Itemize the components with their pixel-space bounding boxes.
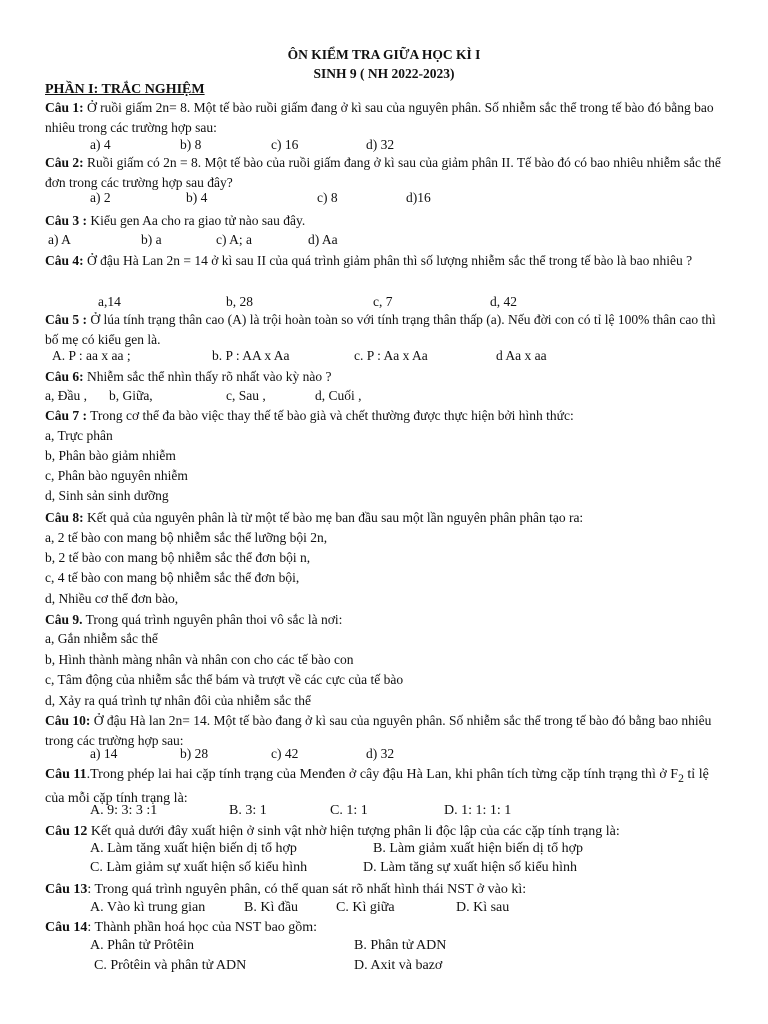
question-number: Câu 9. (45, 612, 83, 627)
option-a: a) 14 (90, 746, 118, 761)
option-d: d, Sinh sản sinh dưỡng (45, 488, 169, 503)
option-b: b) 4 (186, 190, 208, 205)
option-d: d) Aa (308, 232, 338, 247)
option-d: d, Xảy ra quá trình tự nhân đôi của nhiễm sắc thể (45, 693, 311, 708)
question-7 (45, 406, 725, 426)
option-d: D. Kì sau (456, 900, 510, 915)
option-d: d)16 (406, 190, 431, 205)
option-d: d, Nhiều cơ thể đơn bào, (45, 591, 179, 606)
question-text: : Thành phần hoá học của NST bao gồm: (87, 920, 318, 935)
question-number: Câu 7 : (45, 408, 88, 423)
question-number: Câu 1: (45, 100, 84, 115)
option-c: c, Sau , (226, 388, 266, 403)
option-d: d) 32 (366, 137, 395, 152)
option-a: A. Phân tử Prôtêin (90, 938, 195, 953)
option-c: C. 1: 1 (330, 803, 368, 818)
option-d: d, Cuối , (315, 388, 362, 403)
option-c: c. P : Aa x Aa (354, 348, 428, 363)
question-text: .Trong phép lai hai cặp tính trạng của Menđen ở cây đậu Hà Lan, khi phân tích từng cặp tính trạng thì ở F (86, 767, 679, 782)
option-b: b) 28 (180, 746, 209, 761)
question-13 (45, 880, 725, 900)
option-d: D. Axit và bazơ (354, 958, 443, 973)
subscript: 2 (678, 771, 684, 785)
question-text: Ở đậu Hà lan 2n= 14. Một tế bào đang ở kì sau của nguyên phân. Số nhiễm sắc thể trong tế bào đó bằng bao nhiêu trong các trường hợp sau: (45, 713, 712, 748)
question-text-after: tỉ lệ của mỗi cặp tính trạng là: (45, 767, 709, 806)
option-c: c) 16 (271, 137, 299, 152)
option-b: B. Làm giảm xuất hiện biến dị tổ hợp (373, 841, 583, 856)
option-b: B. Kì đầu (244, 900, 299, 915)
question-number: Câu 8: (45, 510, 84, 525)
question-9 (45, 610, 725, 630)
question-10 (45, 711, 725, 751)
question-text: Ở ruồi giấm 2n= 8. Một tế bào ruồi giấm đang ở kì sau của nguyên phân. Số nhiễm sắc thể trong tế bào đó bằng bao nhiêu trong các trường hợp sau: (45, 100, 714, 135)
question-6 (45, 367, 725, 387)
option-c: c, Phân bào nguyên nhiễm (45, 468, 188, 483)
option-c: c) A; a (216, 232, 252, 247)
option-a: a, Trực phân (45, 428, 113, 443)
option-b: B. Phân tử ADN (354, 938, 447, 953)
question-12 (45, 822, 725, 842)
question-number: Câu 4: (45, 253, 84, 268)
question-text: Ở lúa tính trạng thân cao (A) là trội hoàn toàn so với tính trạng thân thấp (a). Nếu đời con có tỉ lệ 100% thân cao thì bố mẹ có kiểu gen là. (45, 312, 716, 347)
option-c: c) 8 (317, 190, 338, 205)
option-a: A. P : aa x aa ; (52, 348, 131, 363)
option-a: a, Đầu , (45, 388, 87, 403)
question-text: Ruồi giấm có 2n = 8. Một tế bào của ruồi giấm đang ở kì sau của giảm phân II. Tế bào đó có bao nhiêu nhiễm sắc thể đơn trong các trường hợp sau đây? (45, 155, 721, 190)
question-text: Trong quá trình nguyên phân thoi vô sắc là nơi: (82, 612, 343, 627)
option-a: a, Gắn nhiễm sắc thể (45, 631, 158, 646)
question-number: Câu 11 (45, 767, 87, 782)
option-c: c) 42 (271, 746, 299, 761)
question-number: Câu 14 (45, 920, 88, 935)
option-c: c, 7 (373, 294, 393, 309)
option-b: B. 3: 1 (229, 803, 267, 818)
option-b: b, Phân bào giảm nhiễm (45, 448, 176, 463)
question-number: Câu 5 : (45, 312, 88, 327)
question-4 (45, 251, 725, 271)
option-d: D. 1: 1: 1: 1 (444, 803, 512, 818)
option-a: A. Làm tăng xuất hiện biến dị tổ hợp (90, 841, 297, 856)
option-d: d) 32 (366, 746, 395, 761)
question-14 (45, 918, 725, 938)
option-a: a, 2 tế bào con mang bộ nhiễm sắc thể lưỡng bội 2n, (45, 530, 328, 545)
option-c: C. Prôtêin và phân tử ADN (94, 958, 247, 973)
option-c: c, 4 tế bào con mang bộ nhiễm sắc thể đơn bội, (45, 570, 300, 585)
question-text: Kiểu gen Aa cho ra giao tử nào sau đây. (87, 213, 306, 228)
option-d: d Aa x aa (496, 348, 547, 363)
option-a: a) 4 (90, 137, 111, 152)
question-text: : Trong quá trình nguyên phân, có thể quan sát rõ nhất hình thái NST ở vào kì: (87, 882, 527, 897)
option-b: b, Giữa, (109, 388, 153, 403)
question-2 (45, 153, 725, 193)
option-a: A. 9: 3: 3 :1 (90, 803, 158, 818)
section-heading: PHẦN I: TRẮC NGHIỆM (45, 82, 205, 97)
option-b: b, 2 tế bào con mang bộ nhiễm sắc thể đơn bội n, (45, 550, 311, 565)
option-c: c, Tâm động của nhiễm sắc thể bám và trượt về các cực của tế bào (45, 672, 404, 687)
question-text: Ở đậu Hà Lan 2n = 14 ở kì sau II của quá trình giảm phân thì số lượng nhiễm sắc thể trong tế bào là bao nhiêu ? (83, 253, 693, 268)
option-a: A. Vào kì trung gian (90, 900, 206, 915)
question-number: Câu 12 (45, 824, 88, 839)
question-number: Câu 10: (45, 713, 91, 728)
option-a: a,14 (98, 294, 121, 309)
question-number: Câu 3 : (45, 213, 88, 228)
question-8 (45, 508, 725, 528)
option-c: C. Làm giảm sự xuất hiện số kiểu hình (90, 860, 308, 875)
question-5 (45, 310, 725, 350)
question-text: Kết quả dưới đây xuất hiện ở sinh vật nhờ hiện tượng phân li độc lập của các cặp tính trạng là: (87, 824, 620, 839)
document-subtitle: SINH 9 ( NH 2022-2023) (313, 66, 455, 81)
option-d: D. Làm tăng sự xuất hiện số kiểu hình (363, 860, 578, 875)
option-b: b, Hình thành màng nhân và nhân con cho các tế bào con (45, 652, 354, 667)
option-a: a) 2 (90, 190, 111, 205)
question-text: Trong cơ thể đa bào việc thay thế tế bào già và chết thường được thực hiện bởi hình thức: (87, 408, 574, 423)
option-a: a) A (48, 232, 71, 247)
option-c: C. Kì giữa (336, 900, 395, 915)
option-b: b) 8 (180, 137, 202, 152)
question-text: Kết quả của nguyên phân là từ một tế bào mẹ ban đầu sau một lần nguyên phân phân tạo ra: (83, 510, 584, 525)
option-b: b. P : AA x Aa (212, 348, 290, 363)
question-1 (45, 98, 725, 138)
question-number: Câu 2: (45, 155, 84, 170)
question-3 (45, 211, 725, 231)
question-text: Nhiễm sắc thể nhìn thấy rõ nhất vào kỳ nào ? (83, 369, 332, 384)
option-d: d, 42 (490, 294, 517, 309)
question-number: Câu 6: (45, 369, 84, 384)
question-number: Câu 13 (45, 882, 88, 897)
option-b: b, 28 (226, 294, 253, 309)
option-b: b) a (141, 232, 162, 247)
document-title: ÔN KIỂM TRA GIỮA HỌC KÌ I (287, 47, 481, 62)
